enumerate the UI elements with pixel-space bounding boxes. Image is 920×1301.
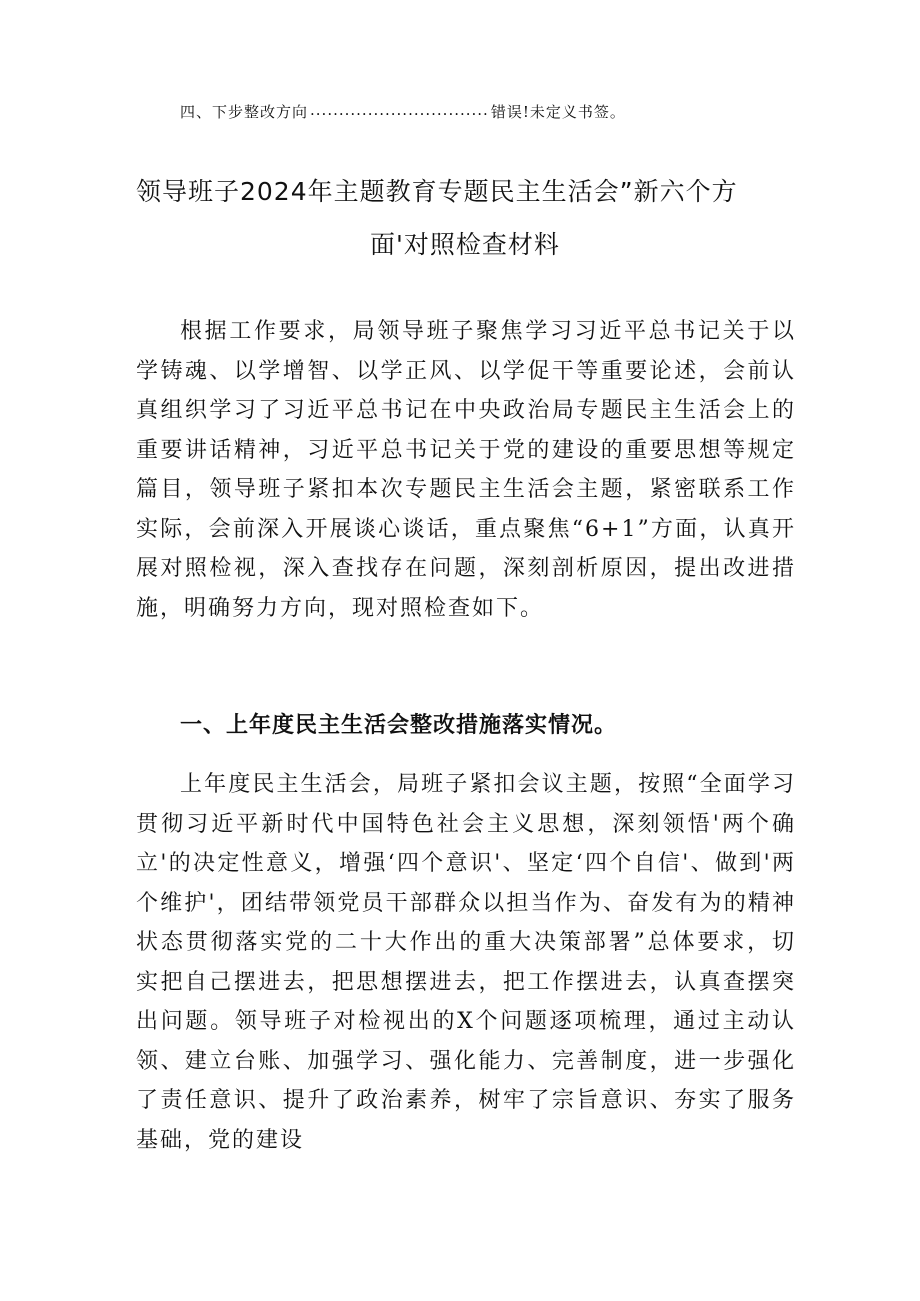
toc-entry-label: 四、下步整改方向 [180,103,309,121]
toc-leader-dots: ............................... [310,101,489,119]
toc-entry-status: 错误!未定义书签。 [490,103,626,121]
document-title-line-1: 领导班子2024年主题教育专题民主生活会”新六个方 [136,177,738,206]
document-title-line-2: 面'对照检查材料 [370,230,560,259]
section-heading-1: 一、上年度民主生活会整改措施落实情况。 [180,713,618,738]
intro-paragraph: 根据工作要求，局领导班子聚焦学习习近平总书记关于以学铸魂、以学增智、以学正风、以学促干等重要论述，会前认真组织学习了习近平总书记在中央政治局专题民主生活会上的重要讲话精神，习近平总书记关于党的建设的重要思想等规定篇目，领导班子紧扣本次专题民主生活会主题，紧密联系工作实际，会前深入开展谈心谈话，重点聚焦“6+1”方面，认真开展对照检视，深入查找存在问题，深刻剖析原因，提出改进措施，明确努力方向，现对照检查如下。 [136,319,796,621]
section-1-paragraph: 上年度民主生活会，局班子紧扣会议主题，按照“全面学习贯彻习近平新时代中国特色社会主义思想，深刻领悟'两个确立'的决定性意义，增强‘四个意识'、坚定‘四个自信'、做到'两个维护'，团结带领党员干部群众以担当作为、奋发有为的精神状态贯彻落实党的二十大作出的重大决策部署”总体要求，切实把自己摆进去，把思想摆进去，把工作摆进去，认真查摆突出问题。领导班子对检视出的X个问题逐项梳理，通过主动认领、建立台账、加强学习、强化能力、完善制度，进一步强化了责任意识、提升了政治素养，树牢了宗旨意识、夯实了服务基础，党的建设 [136,772,796,1153]
toc-entry[interactable] [180,101,626,122]
